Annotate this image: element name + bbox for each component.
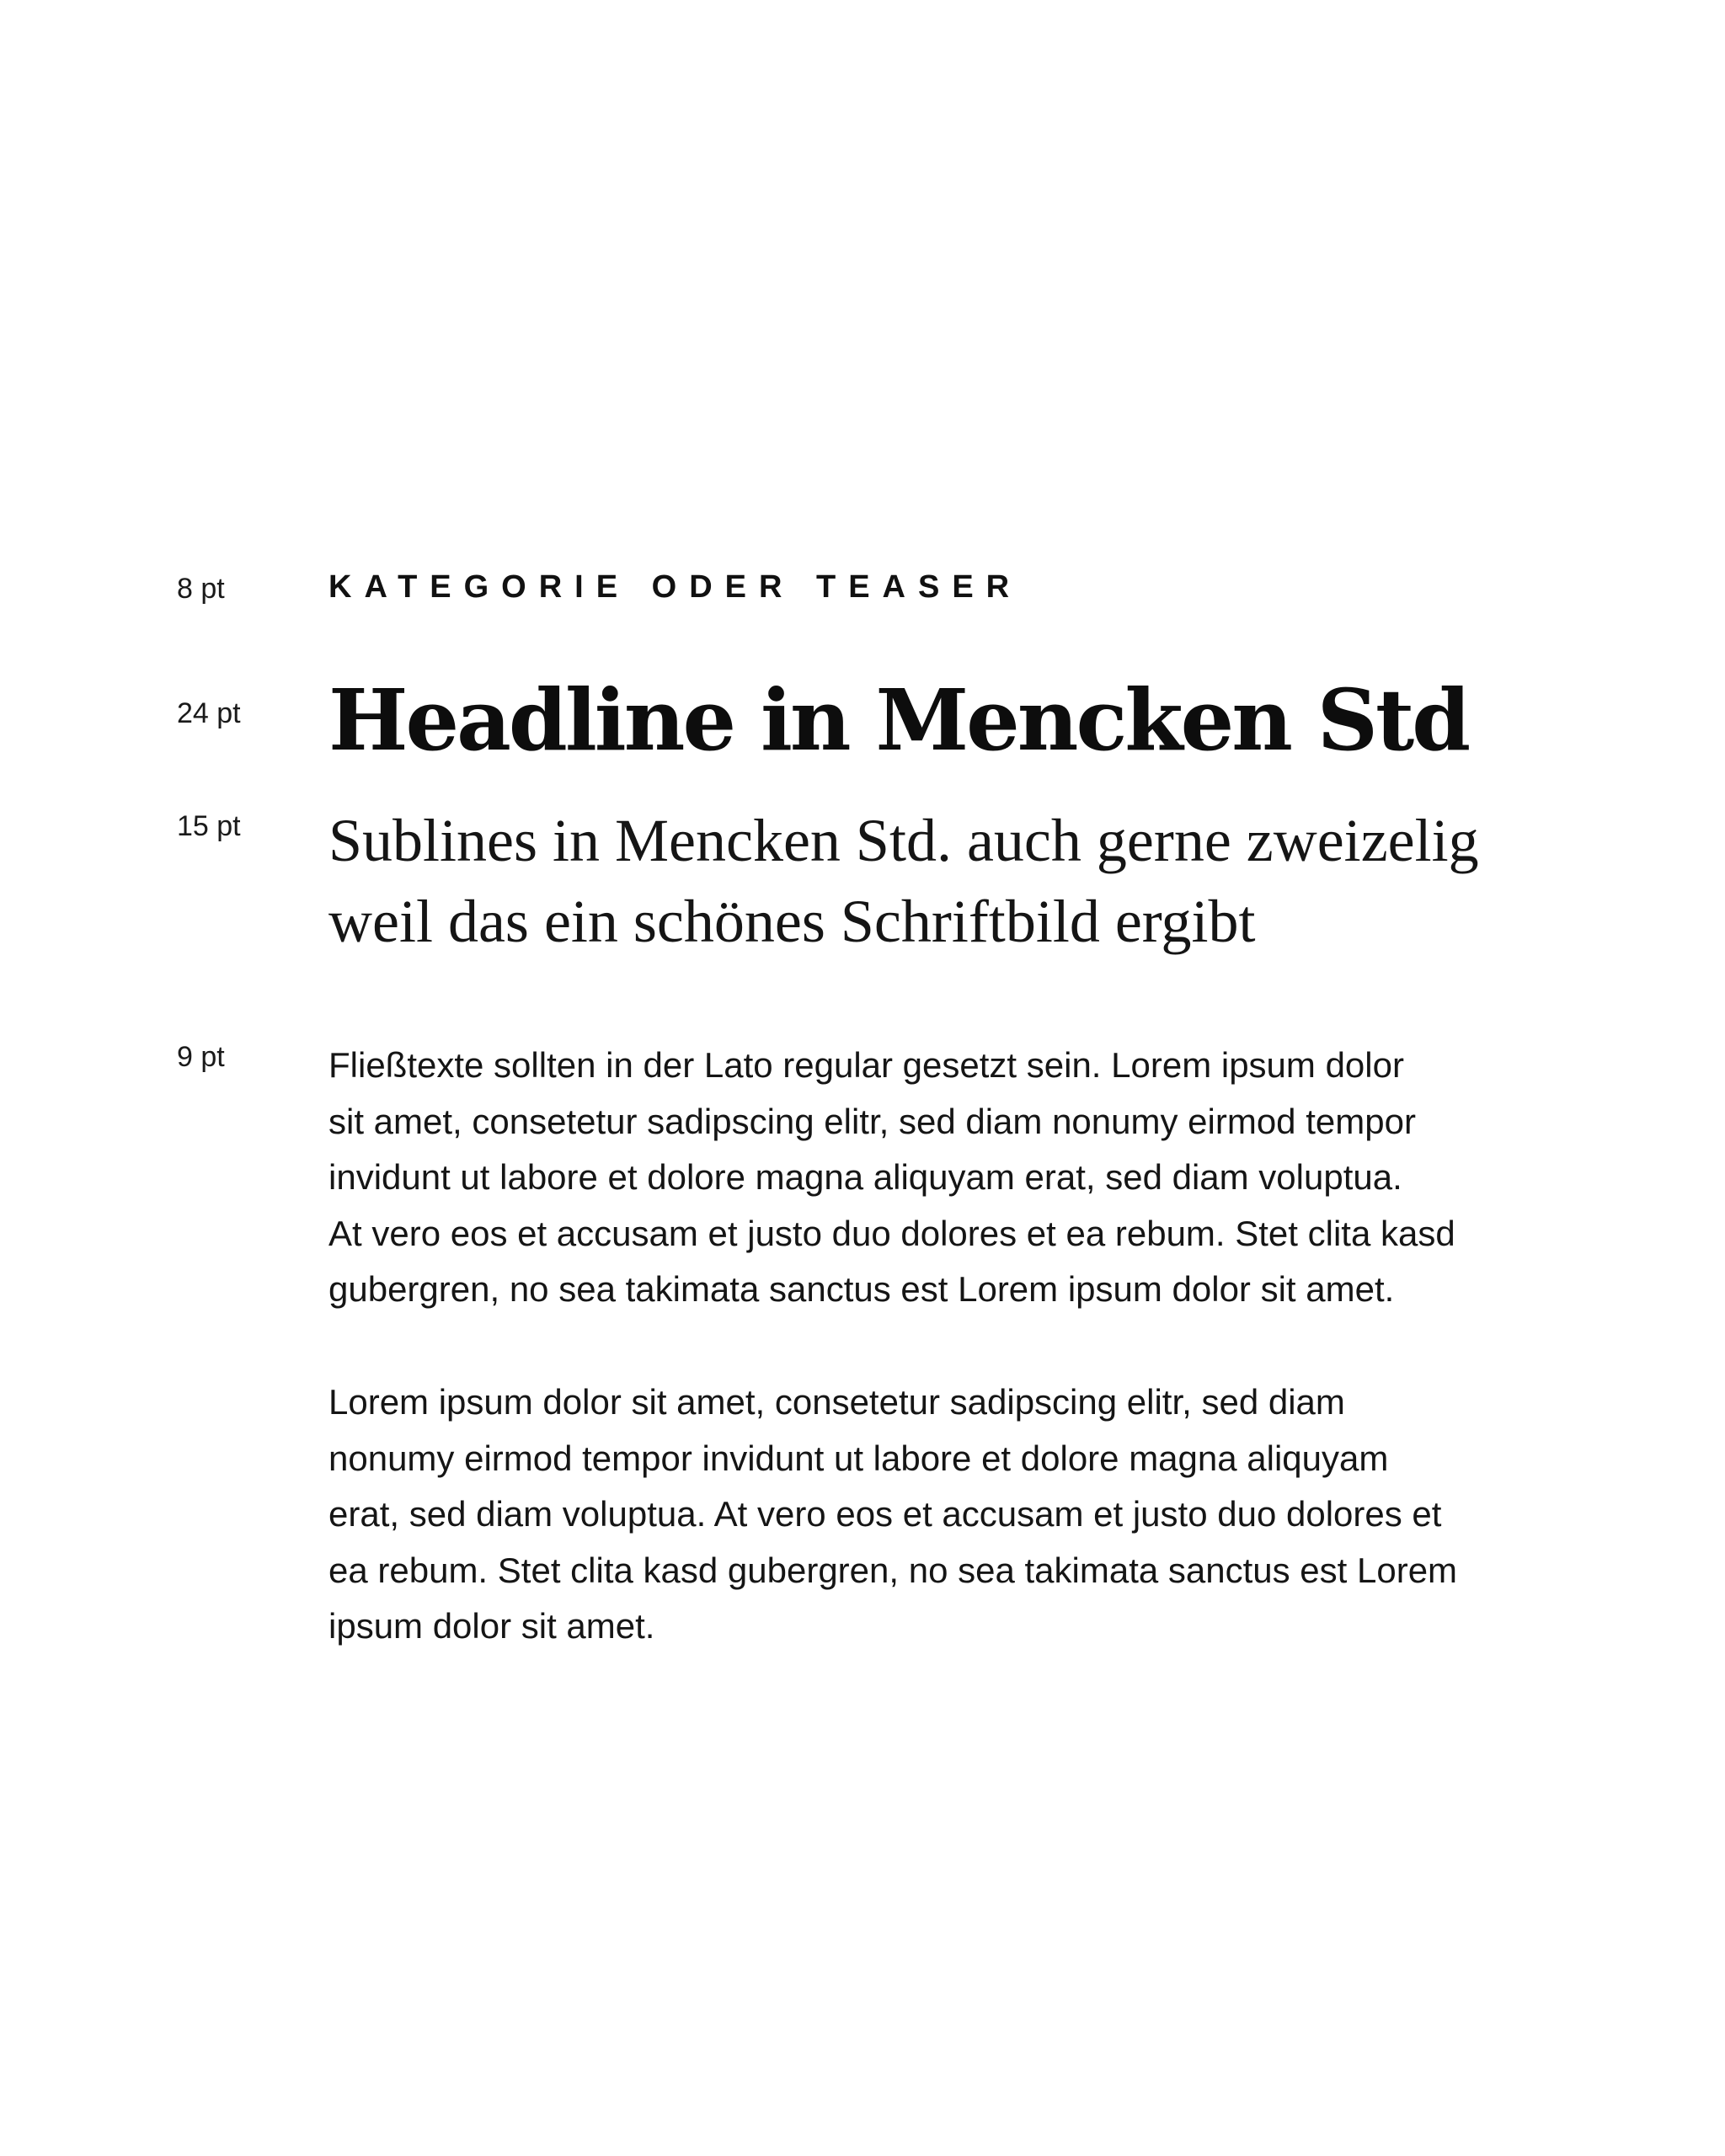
body-paragraph-1 bbox=[328, 1038, 1592, 1318]
body-line: Fließtexte sollten in der Lato regular gesetzt sein. Lorem ipsum dolor bbox=[328, 1045, 1404, 1085]
body-line: ipsum dolor sit amet. bbox=[328, 1606, 655, 1646]
body-line: invidunt ut labore et dolore magna aliquyam erat, sed diam voluptua. bbox=[328, 1157, 1402, 1197]
body-size-label: 9 pt bbox=[177, 1041, 225, 1073]
body-line: Lorem ipsum dolor sit amet, consetetur sadipscing elitr, sed diam bbox=[328, 1382, 1345, 1422]
teaser-size-label: 8 pt bbox=[177, 573, 225, 605]
headline-size-label: 24 pt bbox=[177, 697, 241, 729]
category-teaser: KATEGORIE ODER TEASER bbox=[328, 569, 1023, 605]
headline: Headline in Mencken Std bbox=[328, 670, 1469, 770]
body-line: At vero eos et accusam et justo duo dolores et ea rebum. Stet clita kasd bbox=[328, 1213, 1455, 1253]
subline-size-label: 15 pt bbox=[177, 810, 241, 842]
body-line: erat, sed diam voluptua. At vero eos et accusam et justo duo dolores et bbox=[328, 1494, 1442, 1534]
subline-line: Sublines in Mencken Std. auch gerne zweizelig bbox=[328, 807, 1479, 874]
subline-line: weil das ein schönes Schriftbild ergibt bbox=[328, 888, 1256, 955]
body-paragraph-2 bbox=[328, 1374, 1592, 1655]
body-line: ea rebum. Stet clita kasd gubergren, no sea takimata sanctus est Lorem bbox=[328, 1550, 1458, 1590]
body-line: gubergren, no sea takimata sanctus est Lorem ipsum dolor sit amet. bbox=[328, 1269, 1395, 1309]
subline bbox=[328, 800, 1592, 962]
body-line: nonumy eirmod tempor invidunt ut labore et dolore magna aliquyam bbox=[328, 1438, 1389, 1478]
body-line: sit amet, consetetur sadipscing elitr, sed diam nonumy eirmod tempor bbox=[328, 1101, 1416, 1141]
